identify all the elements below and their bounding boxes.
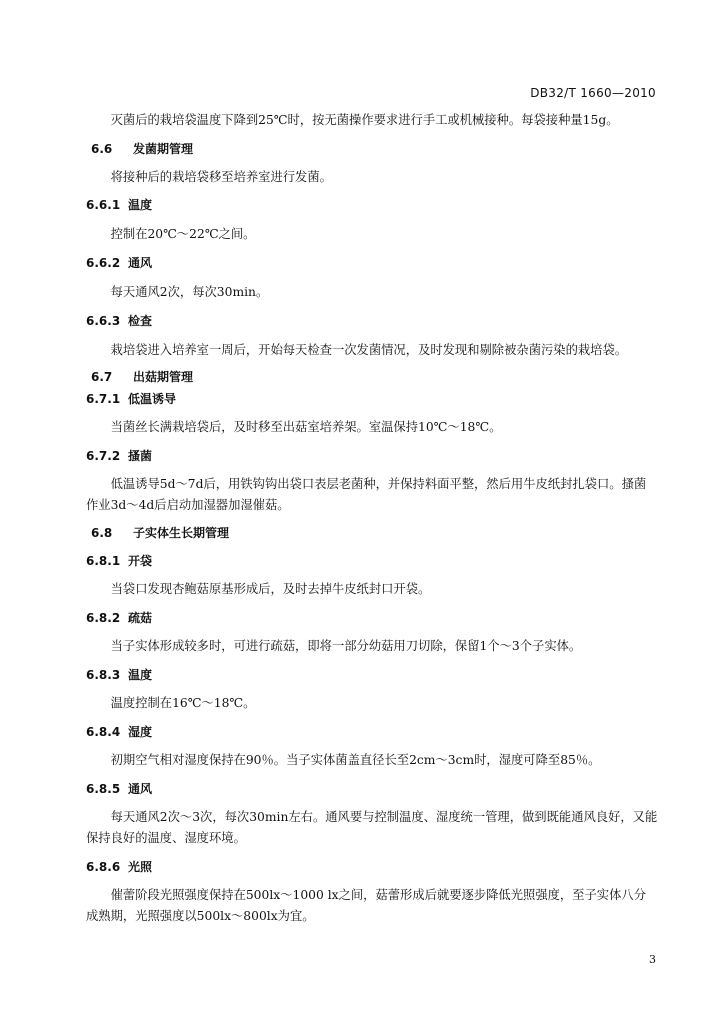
section-number: 6.8.4 [86,725,121,739]
paragraph: 低温诱导5d～7d后，用铁钩钩出袋口表层老菌种，并保持料面平整，然后用牛皮纸封扎袋口。搔菌作业3d～4d后启动加湿器加湿催菇。 [86,477,647,512]
paragraph: 温度控制在16℃～18℃。 [110,696,256,710]
section-title: 低温诱导 [128,392,177,406]
section-heading [86,312,658,330]
section-heading [86,254,658,272]
section-number: 6.8.2 [86,611,121,625]
section-number: 6.6.3 [86,314,121,328]
section-heading [86,140,658,158]
section-heading [86,552,658,570]
section-number: 6.8.5 [86,782,121,796]
page-number: 3 [649,953,656,966]
section-title: 湿度 [128,725,153,739]
section-title: 出菇期管理 [133,370,194,384]
section-title: 检查 [128,314,153,328]
paragraph: 催蕾阶段光照强度保持在500lx～1000 lx之间，菇蕾形成后就要逐步降低光照强度，至子实体八分成熟期，光照强度以500lx～800lx为宜。 [86,888,646,923]
section-heading [86,858,658,876]
section-title: 通风 [128,782,153,796]
section-heading [86,723,658,741]
section-title: 温度 [128,668,153,682]
section-title: 通风 [128,256,153,270]
paragraph: 将接种后的栽培袋移至培养室进行发菌。 [110,170,332,184]
section-number: 6.8.6 [86,860,121,874]
section-number: 6.8.1 [86,554,121,568]
section-number: 6.7 [91,370,113,384]
section-title: 发菌期管理 [133,142,194,156]
document-body [86,110,658,927]
section-heading [86,609,658,627]
section-heading [86,368,658,386]
paragraph: 每天通风2次～3次，每次30min左右。通风要与控制温度、湿度统一管理，做到既能通风良好，又能保持良好的温度、湿度环境。 [86,810,658,845]
paragraph: 灭菌后的栽培袋温度下降到25℃时，按无菌操作要求进行手工或机械接种。每袋接种量15g。 [110,113,619,127]
section-title: 温度 [128,198,153,212]
section-number: 6.8.3 [86,668,121,682]
section-number: 6.8 [91,526,113,540]
section-heading [86,390,658,408]
section-number: 6.6 [91,142,113,156]
paragraph: 当菌丝长满栽培袋后，及时移至出菇室培养架。室温保持10℃～18℃。 [110,420,502,434]
section-title: 疏菇 [128,611,153,625]
paragraph: 每天通风2次，每次30min。 [110,285,269,299]
section-title: 子实体生长期管理 [133,526,230,540]
section-number: 6.6.2 [86,256,121,270]
paragraph: 栽培袋进入培养室一周后，开始每天检查一次发菌情况，及时发现和剔除被杂菌污染的栽培袋。 [110,343,628,357]
section-heading [86,447,658,465]
section-number: 6.7.1 [86,392,121,406]
section-number: 6.7.2 [86,449,121,463]
section-title: 光照 [128,860,153,874]
document-id: DB32/T 1660—2010 [530,86,656,100]
section-title: 开袋 [128,554,153,568]
section-heading [86,524,658,542]
section-title: 搔菌 [128,449,153,463]
paragraph: 初期空气相对湿度保持在90％。当子实体菌盖直径长至2cm～3cm时，湿度可降至85％。 [110,753,601,767]
paragraph: 当子实体形成较多时，可进行疏菇，即将一部分幼菇用刀切除，保留1个～3个子实体。 [110,639,582,653]
paragraph: 控制在20℃～22℃之间。 [110,227,256,241]
section-heading [86,780,658,798]
paragraph: 当袋口发现杏鲍菇原基形成后，及时去掉牛皮纸封口开袋。 [110,582,431,596]
section-number: 6.6.1 [86,198,121,212]
section-heading [86,196,658,214]
section-heading [86,666,658,684]
